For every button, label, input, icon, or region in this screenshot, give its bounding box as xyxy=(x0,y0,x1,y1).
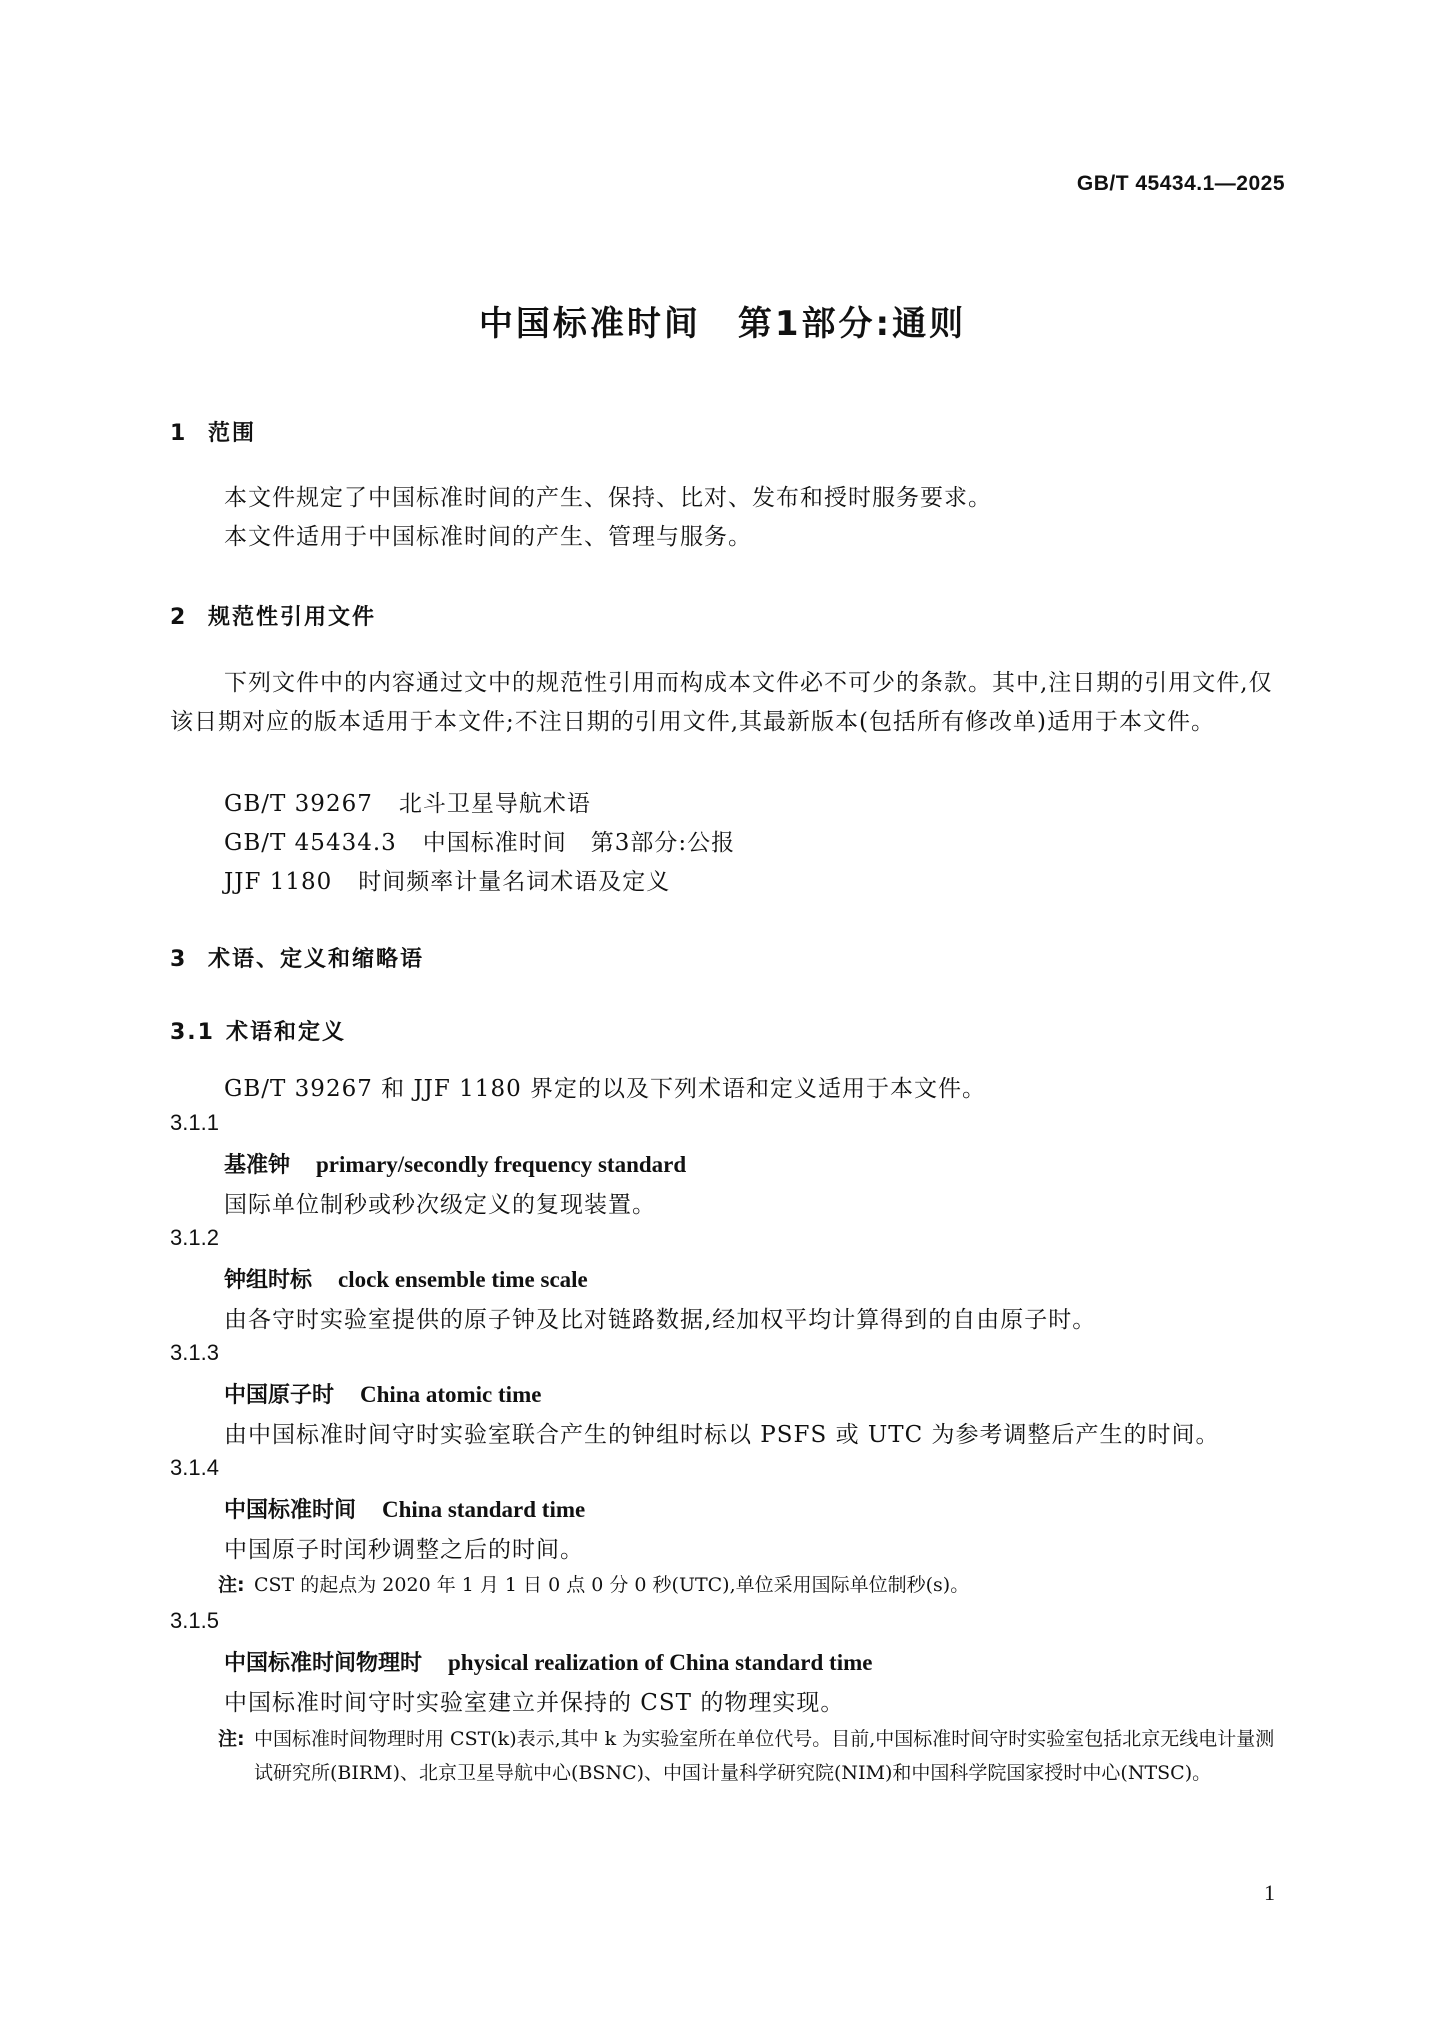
term-note xyxy=(218,1722,1290,1790)
term-zh: 中国标准时间物理时 xyxy=(224,1651,423,1676)
term-number: 3.1.2 xyxy=(170,1225,219,1250)
section-title: 规范性引用文件 xyxy=(208,605,377,630)
reference-item xyxy=(224,863,670,896)
term-definition: 国际单位制秒或秒次级定义的复现装置。 xyxy=(224,1192,656,1218)
section-2-heading xyxy=(170,600,376,631)
note-label: 注: xyxy=(218,1728,245,1750)
term-note xyxy=(218,1568,1290,1602)
scope-paragraph-2: 本文件适用于中国标准时间的产生、管理与服务。 xyxy=(224,524,752,550)
term-en: China standard time xyxy=(382,1497,586,1522)
standard-number: GB/T 45434.1—2025 xyxy=(1076,172,1285,195)
term-heading xyxy=(224,1493,585,1524)
term-heading xyxy=(224,1148,686,1179)
section-title: 范围 xyxy=(208,421,257,446)
document-title: 中国标准时间 第1部分:通则 xyxy=(478,304,967,344)
subsection-title: 术语和定义 xyxy=(226,1020,347,1045)
term-heading xyxy=(224,1263,588,1294)
term-en: primary/secondly frequency standard xyxy=(316,1152,687,1177)
note-text: 中国标准时间物理时用 CST(k)表示,其中 k 为实验室所在单位代号。目前,中国标准时间守时实验室包括北京无线电计量测试研究所(BIRM)、北京卫星导航中心(BSNC)、中国计量科学研究院(NIM)和中国科学院国家授时中心(NTSC)。 xyxy=(254,1728,1275,1784)
reference-code: JJF 1180 xyxy=(224,869,333,895)
page-number: 1 xyxy=(1264,1880,1275,1905)
term-number: 3.1.5 xyxy=(170,1608,219,1633)
section-3-heading xyxy=(170,942,424,973)
reference-title: 时间频率计量名词术语及定义 xyxy=(358,869,671,895)
references-intro: 下列文件中的内容通过文中的规范性引用而构成本文件必不可少的条款。其中,注日期的引用文件,仅该日期对应的版本适用于本文件;不注日期的引用文件,其最新版本(包括所有修改单)适用于本文件。 xyxy=(170,670,1273,735)
term-definition: 中国原子时闰秒调整之后的时间。 xyxy=(224,1537,584,1563)
term-zh: 中国标准时间 xyxy=(224,1498,357,1523)
term-definition: 由中国标准时间守时实验室联合产生的钟组时标以 PSFS 或 UTC 为参考调整后产生的时间。 xyxy=(224,1422,1220,1448)
term-number: 3.1.4 xyxy=(170,1455,219,1480)
reference-item xyxy=(224,824,735,857)
term-heading xyxy=(224,1646,872,1677)
reference-code: GB/T 39267 xyxy=(224,791,373,817)
term-en: China atomic time xyxy=(360,1382,542,1407)
term-en: clock ensemble time scale xyxy=(338,1267,588,1292)
section-number: 3 xyxy=(170,947,188,972)
reference-title: 北斗卫星导航术语 xyxy=(398,791,591,817)
subsection-number: 3.1 xyxy=(170,1020,215,1045)
term-number: 3.1.3 xyxy=(170,1340,219,1365)
note-text: CST 的起点为 2020 年 1 月 1 日 0 点 0 分 0 秒(UTC),单位采用国际单位制秒(s)。 xyxy=(254,1574,970,1596)
term-zh: 钟组时标 xyxy=(224,1268,313,1293)
terms-intro: GB/T 39267 和 JJF 1180 界定的以及下列术语和定义适用于本文件。 xyxy=(224,1076,987,1102)
subsection-3-1-heading xyxy=(170,1015,346,1046)
section-1-heading xyxy=(170,416,256,447)
section-title: 术语、定义和缩略语 xyxy=(208,947,425,972)
section-number: 1 xyxy=(170,421,188,446)
term-en: physical realization of China standard time xyxy=(448,1650,873,1675)
note-label: 注: xyxy=(218,1574,245,1596)
term-number: 3.1.1 xyxy=(170,1110,219,1135)
term-definition: 中国标准时间守时实验室建立并保持的 CST 的物理实现。 xyxy=(224,1690,845,1716)
term-zh: 中国原子时 xyxy=(224,1383,335,1408)
term-heading xyxy=(224,1378,541,1409)
term-definition: 由各守时实验室提供的原子钟及比对链路数据,经加权平均计算得到的自由原子时。 xyxy=(224,1307,1097,1333)
reference-title: 中国标准时间 第3部分:公报 xyxy=(422,830,736,856)
reference-code: GB/T 45434.3 xyxy=(224,830,397,856)
term-zh: 基准钟 xyxy=(224,1153,291,1178)
scope-paragraph-1: 本文件规定了中国标准时间的产生、保持、比对、发布和授时服务要求。 xyxy=(224,485,992,511)
reference-item xyxy=(224,785,591,818)
section-number: 2 xyxy=(170,605,188,630)
